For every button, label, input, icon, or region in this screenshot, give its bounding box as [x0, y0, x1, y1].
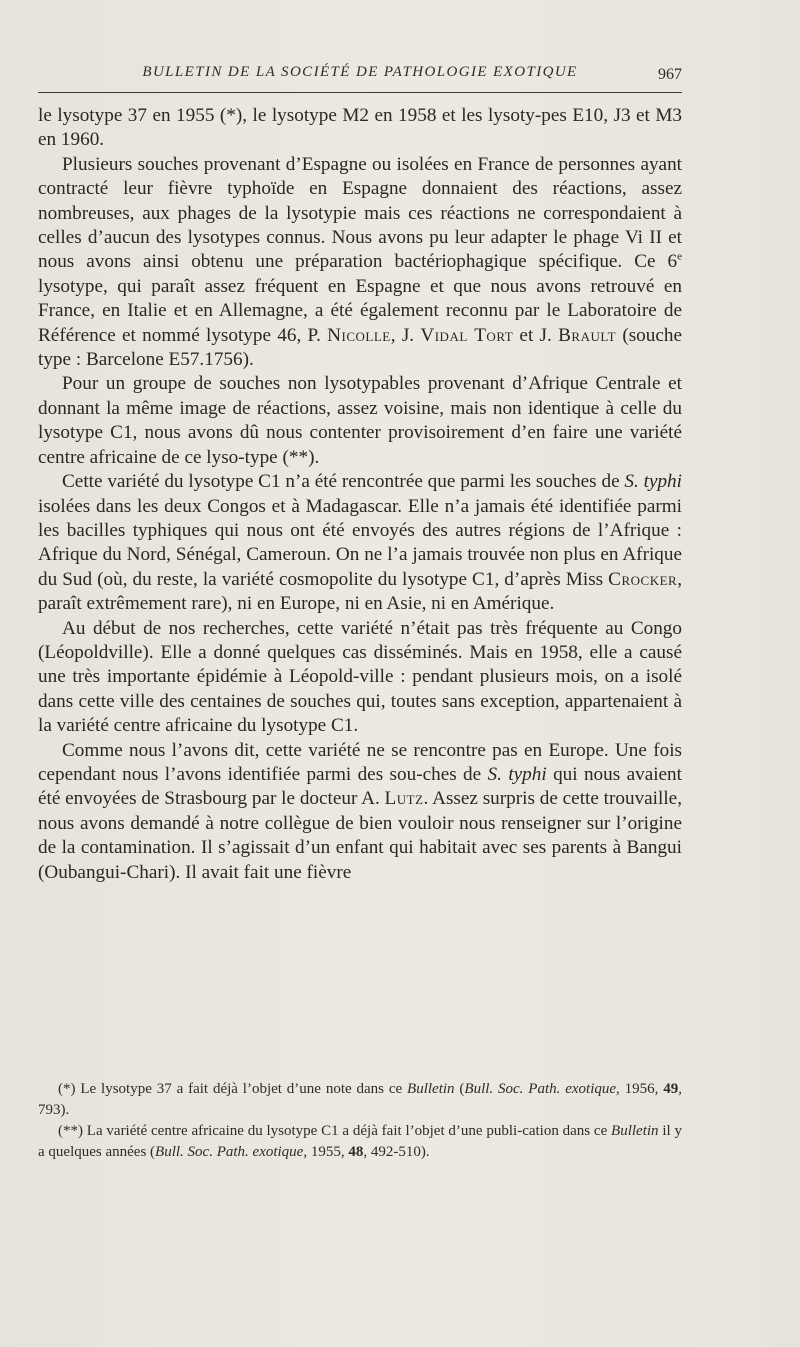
text-run: isolées dans les deux Congos et à Madagascar. Elle n’a jamais été identifiée parmi les bacilles typhiques qui nous ont été envoyés des autres régions de l’Afrique : Afrique du Nord, Sénégal, Cameroun. On ne l’a jamais trouvée non plus en Afrique du Sud (où, du reste, la variété cosmopolite du lysotype C1, d’après Miss — [38, 495, 682, 590]
footnote-1 — [38, 1079, 682, 1121]
paragraph-2 — [38, 153, 682, 373]
paragraph-3 — [38, 372, 682, 470]
text-run: Cette variété du lysotype C1 n’a été rencontrée que parmi les souches de — [62, 471, 625, 493]
text-run: , 793). — [38, 1081, 683, 1118]
author-name: Crocker — [608, 568, 678, 590]
paragraph-4 — [38, 470, 682, 616]
text-run: Comme nous l’avons dit, cette variété ne se rencontre pas en Europe. Une fois cependant nous l’avons identifiée parmi des sou-ches de — [38, 739, 682, 785]
journal-abbrev: Bull. Soc. Path. exotique — [464, 1081, 617, 1097]
text-run: qui nous avaient été envoyées de Strasbourg par le docteur A. — [38, 763, 682, 810]
volume-number: 49 — [663, 1081, 679, 1097]
footnote-marker: * — [226, 105, 236, 126]
author-name: Lutz — [384, 788, 424, 810]
text-run: lysotype, qui paraît assez fréquent en Espagne et que nous avons retrouvé en France, en Italie et en Allemagne, a été également reconnu par le Laboratoire de Référence et nommé lysotype 46, P. — [38, 275, 682, 346]
text-run: (**) La variété centre africaine du lysotype C1 a déjà fait l’objet d’une publi-cation dans ce — [58, 1123, 612, 1139]
text-run: (*) Le lysotype 37 a fait déjà l’objet d’une note dans ce — [58, 1081, 408, 1097]
footnote-marker: ** — [288, 446, 309, 468]
text-run: ), le lysotype M2 en 1958 et les lysoty-pes E10, J3 et M3 en 1960. — [38, 105, 682, 151]
page-number: 967 — [658, 66, 682, 83]
text-run: il y a quelques années ( — [38, 1123, 682, 1160]
text-run: , paraît extrêmement rare), ni en Europe, ni en Asie, ni en Amérique. — [38, 568, 682, 615]
species-name: S. typhi — [487, 763, 547, 785]
text-run: , 1956, — [616, 1081, 664, 1097]
article-body — [38, 104, 682, 885]
text-run: et J. — [513, 324, 559, 346]
text-run: (souche type : Barcelone E57.1756). — [38, 324, 682, 371]
text-run: ( — [454, 1081, 465, 1097]
paragraph-1 — [38, 104, 682, 153]
text-run: , 1955, — [303, 1144, 349, 1160]
text-run: Pour un groupe de souches non lysotypables provenant d’Afrique Centrale et donnant la même image de réactions, assez voisine, mais non identique à celle du lysotype C1, nous avons dû nous contenter provisoirement d’en faire une variété centre africaine de ce lyso-type ( — [38, 373, 682, 468]
text-run: , J. — [390, 324, 421, 346]
text-run: ). — [308, 446, 320, 468]
page-header — [38, 62, 682, 93]
volume-number: 48 — [348, 1144, 364, 1160]
running-title: BULLETIN DE LA SOCIÉTÉ DE PATHOLOGIE EXOTIQUE — [142, 64, 578, 80]
text-run: le lysotype 37 en 1955 ( — [38, 105, 227, 126]
text-run: Plusieurs souches provenant d’Espagne ou isolées en France de personnes ayant contracté leur fièvre typhoïde en Espagne donnaient des réactions, assez nombreuses, aux phages de la lysotypie mais ces réactions ne correspondaient à celles d’aucun des lysotypes connus. Nous avons pu leur adapter le phage Vi II et nous avons ainsi obtenu une préparation bactériophagique spécifique. Ce 6 — [38, 153, 682, 273]
author-name: Vidal Tort — [420, 324, 514, 346]
paragraph-6 — [38, 739, 682, 885]
text-run: . Assez surpris de cette trouvaille, nous avons demandé à notre collègue de bien vouloir nous renseigner sur l’origine de la contamination. Il s’agissait d’un enfant qui habitait avec ses parents à Bangui (Oubangui-Chari). Il avait fait une fièvre — [38, 788, 682, 883]
text-run: Au début de nos recherches, cette variété n’était pas très fréquente au Congo (Léopoldville). Elle a donné quelques cas disséminés. Mais en 1958, elle a causé une très importante épidémie à Léopold-ville : pendant plusieurs mois, on a isolé dans cette ville des centaines de souches qui, toutes sans exception, appartenaient à la variété centre africaine du lysotype C1. — [38, 617, 682, 737]
journal-abbrev: Bull. Soc. Path. exotique — [155, 1144, 304, 1160]
species-name: S. typhi — [624, 471, 682, 493]
footnote-2 — [38, 1121, 682, 1163]
text-run: , 492-510). — [363, 1144, 430, 1160]
author-name: Brault — [558, 324, 617, 346]
paragraph-5 — [38, 617, 682, 739]
journal-title: Bulletin — [407, 1081, 455, 1097]
journal-title: Bulletin — [611, 1123, 659, 1139]
footnotes — [38, 1079, 682, 1163]
author-name: Nicolle — [327, 324, 391, 346]
superscript: e — [677, 251, 682, 264]
